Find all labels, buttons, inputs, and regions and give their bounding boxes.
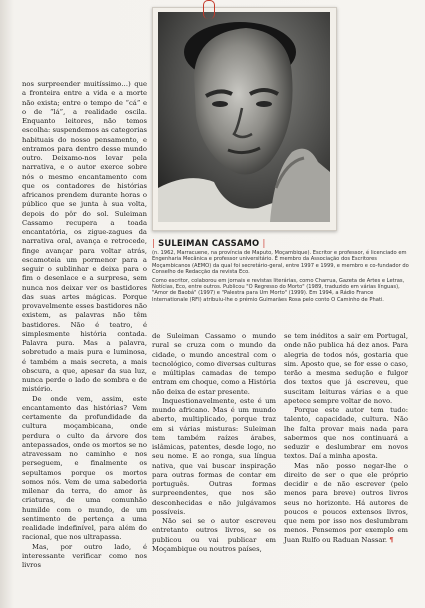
- article-paragraph: Inquestionavelmente, este é um mundo africano. Mas é um mundo aberto, multiplicado, porque traz em si várias misturas: Suleiman tem também raízes árabes, islâmicas, patentes, desde logo, no seu nome. E ao ronga, sua língua nativa, que vai buscar inspiração para outras formas de contar em português. Outras formas surpreendentes, que nos são desconhecidas e não julgávamos possíveis.: [152, 396, 276, 516]
- article-paragraph: Não sei se o autor escreveu entretanto outros livros, se os publicou ou vai publicar em Moçambique ou noutros países,: [152, 517, 276, 553]
- bio-paragraph: (n. 1962, Marracuene, na província de Maputo, Moçambique). Escritor e professor, é licenciado em Engenharia Mecânica e professor universitário. É membro da Associação dos Escritores Moçambicanos (AEMO) da qual foi secretário-geral, entre 1997 e 1999, e membro e co-fundador do Conselho de Redacção da revista Eco.: [152, 250, 409, 276]
- article-paragraph: Mas, por outro lado, é interessante verificar como nos livros: [22, 542, 147, 569]
- article-paragraph-text: Mas não posso negar-lhe o direito de ser o que ele próprio decidir e de não escrever (pelo menos para breve) outros livros seus no horizonte. Há autores de poucos e poucos extensos livros, que nem por isso nos deslumbram menos. Pensemos por exemplo em Juan Rulfo ou Raduan Nassar.: [284, 461, 408, 544]
- author-portrait-photo: [152, 7, 337, 231]
- article-paragraph: de Suleiman Cassamo o mundo rural se cruza com o mundo da cidade, o mundo ancestral com o tecnológico, como diversas culturas e múltiplas camadas de tempo entram em choque, como a História não deixa de estar presente.: [152, 332, 276, 396]
- bio-heading-bar-right: |: [262, 238, 266, 248]
- article-paragraph: Porque este autor tem tudo: talento, capacidade, cultura. Não lhe falta provar mais nada para sabermos que nos continuará a seduzir e deslumbrar em novos textos. Daí a minha aposta.: [284, 406, 408, 461]
- article-paragraph: [284, 462, 408, 545]
- article-paragraph: De onde vem, assim, este encantamento das histórias? Vem certamente da profundidade da cultura moçambicana, onde perdura o culto da árvore dos antepassados, onde os mortos se no atravessam no caminho e nos perseguem, e finalmente os sepultamos porque os mortos somos nós. Vem de uma sabedoria milenar da terra, do amor às criaturas, de uma comunhão humilde com o mundo, de um sentimento de pertença a uma realidade indefinível, para além do racional, que nos ultrapassa.: [22, 394, 147, 542]
- bio-heading: [152, 238, 409, 248]
- article-paragraph: se tem inéditos a sair em Portugal, onde não publica há dez anos. Para alegria de todos nós, gostaria que sim. Aposto que, se for esse o caso, terão a mesma sedução e fulgor dos textos que já escreveu, que suscitam leituras várias e a que apetece sempre voltar de novo.: [284, 332, 408, 405]
- author-bio-box: [152, 238, 409, 303]
- bio-paragraph: Como escritor, colaborou em jornais e revistas literárias, como Charrua, Gazeta de Artes e Letras, Notícias, Eco, entre outros. Publicou "O Regresso do Morto" (1989, traduzido em várias línguas), "Amor de Baobá" (1997) e "Palestra para Um Morto" (1999). Em 1994, a Rádio France Internationale (RFI) atribuiu-lhe o prémio Guimarães Rosa pelo conto O Caminho de Phati.: [152, 277, 405, 303]
- bio-heading-bar-left: |: [152, 238, 156, 248]
- paperclip-decoration: [203, 0, 215, 19]
- article-column-right: [284, 332, 408, 545]
- author-name: SULEIMAN CASSAMO: [158, 238, 260, 248]
- article-column-left: [22, 80, 147, 570]
- author-portrait-image: [158, 12, 330, 222]
- article-paragraph: nos surpreender muitíssimo…) que a fronteira entre a vida e a morte não exista; entre o tempo de “cá” e o de “lá”, a realidade oscila. Enquanto leitores, não temos escolha: suspendemos as categorias habituais do nosso pensamento, e entramos para dentro desse mundo outro. Deixamo-nos levar pela narrativa, e o autor exerce sobre nós o mesmo encantamento com que os contadores de histórias africanos prendem durante horas o público que se junta à sua volta, depois do pôr do sol. Suleiman Cassamo recupera a toada encantatória, os zigue-zagues da narrativa oral, avança e retrocede, finge avançar para voltar atrás, escamoteia um pormenor para a seguir o sublinhar e deixa para o fim o desenlace e a surpresa, sem nunca nos deixar ver os bastidores das suas artes mágicas. Porque provavelmente esses bastidores não existem, as palavras não têm bastidores. Não é teatro, é simplesmente história contada. Palavra pura. Mas a palavra, sobretudo a mais pura e luminosa, é também a mais secreta, a mais obscura, a que, apesar da sua luz, nunca perde o lado de sombra e de mistério.: [22, 80, 147, 394]
- end-of-article-mark: ¶: [389, 535, 394, 544]
- article-column-middle: [152, 332, 276, 554]
